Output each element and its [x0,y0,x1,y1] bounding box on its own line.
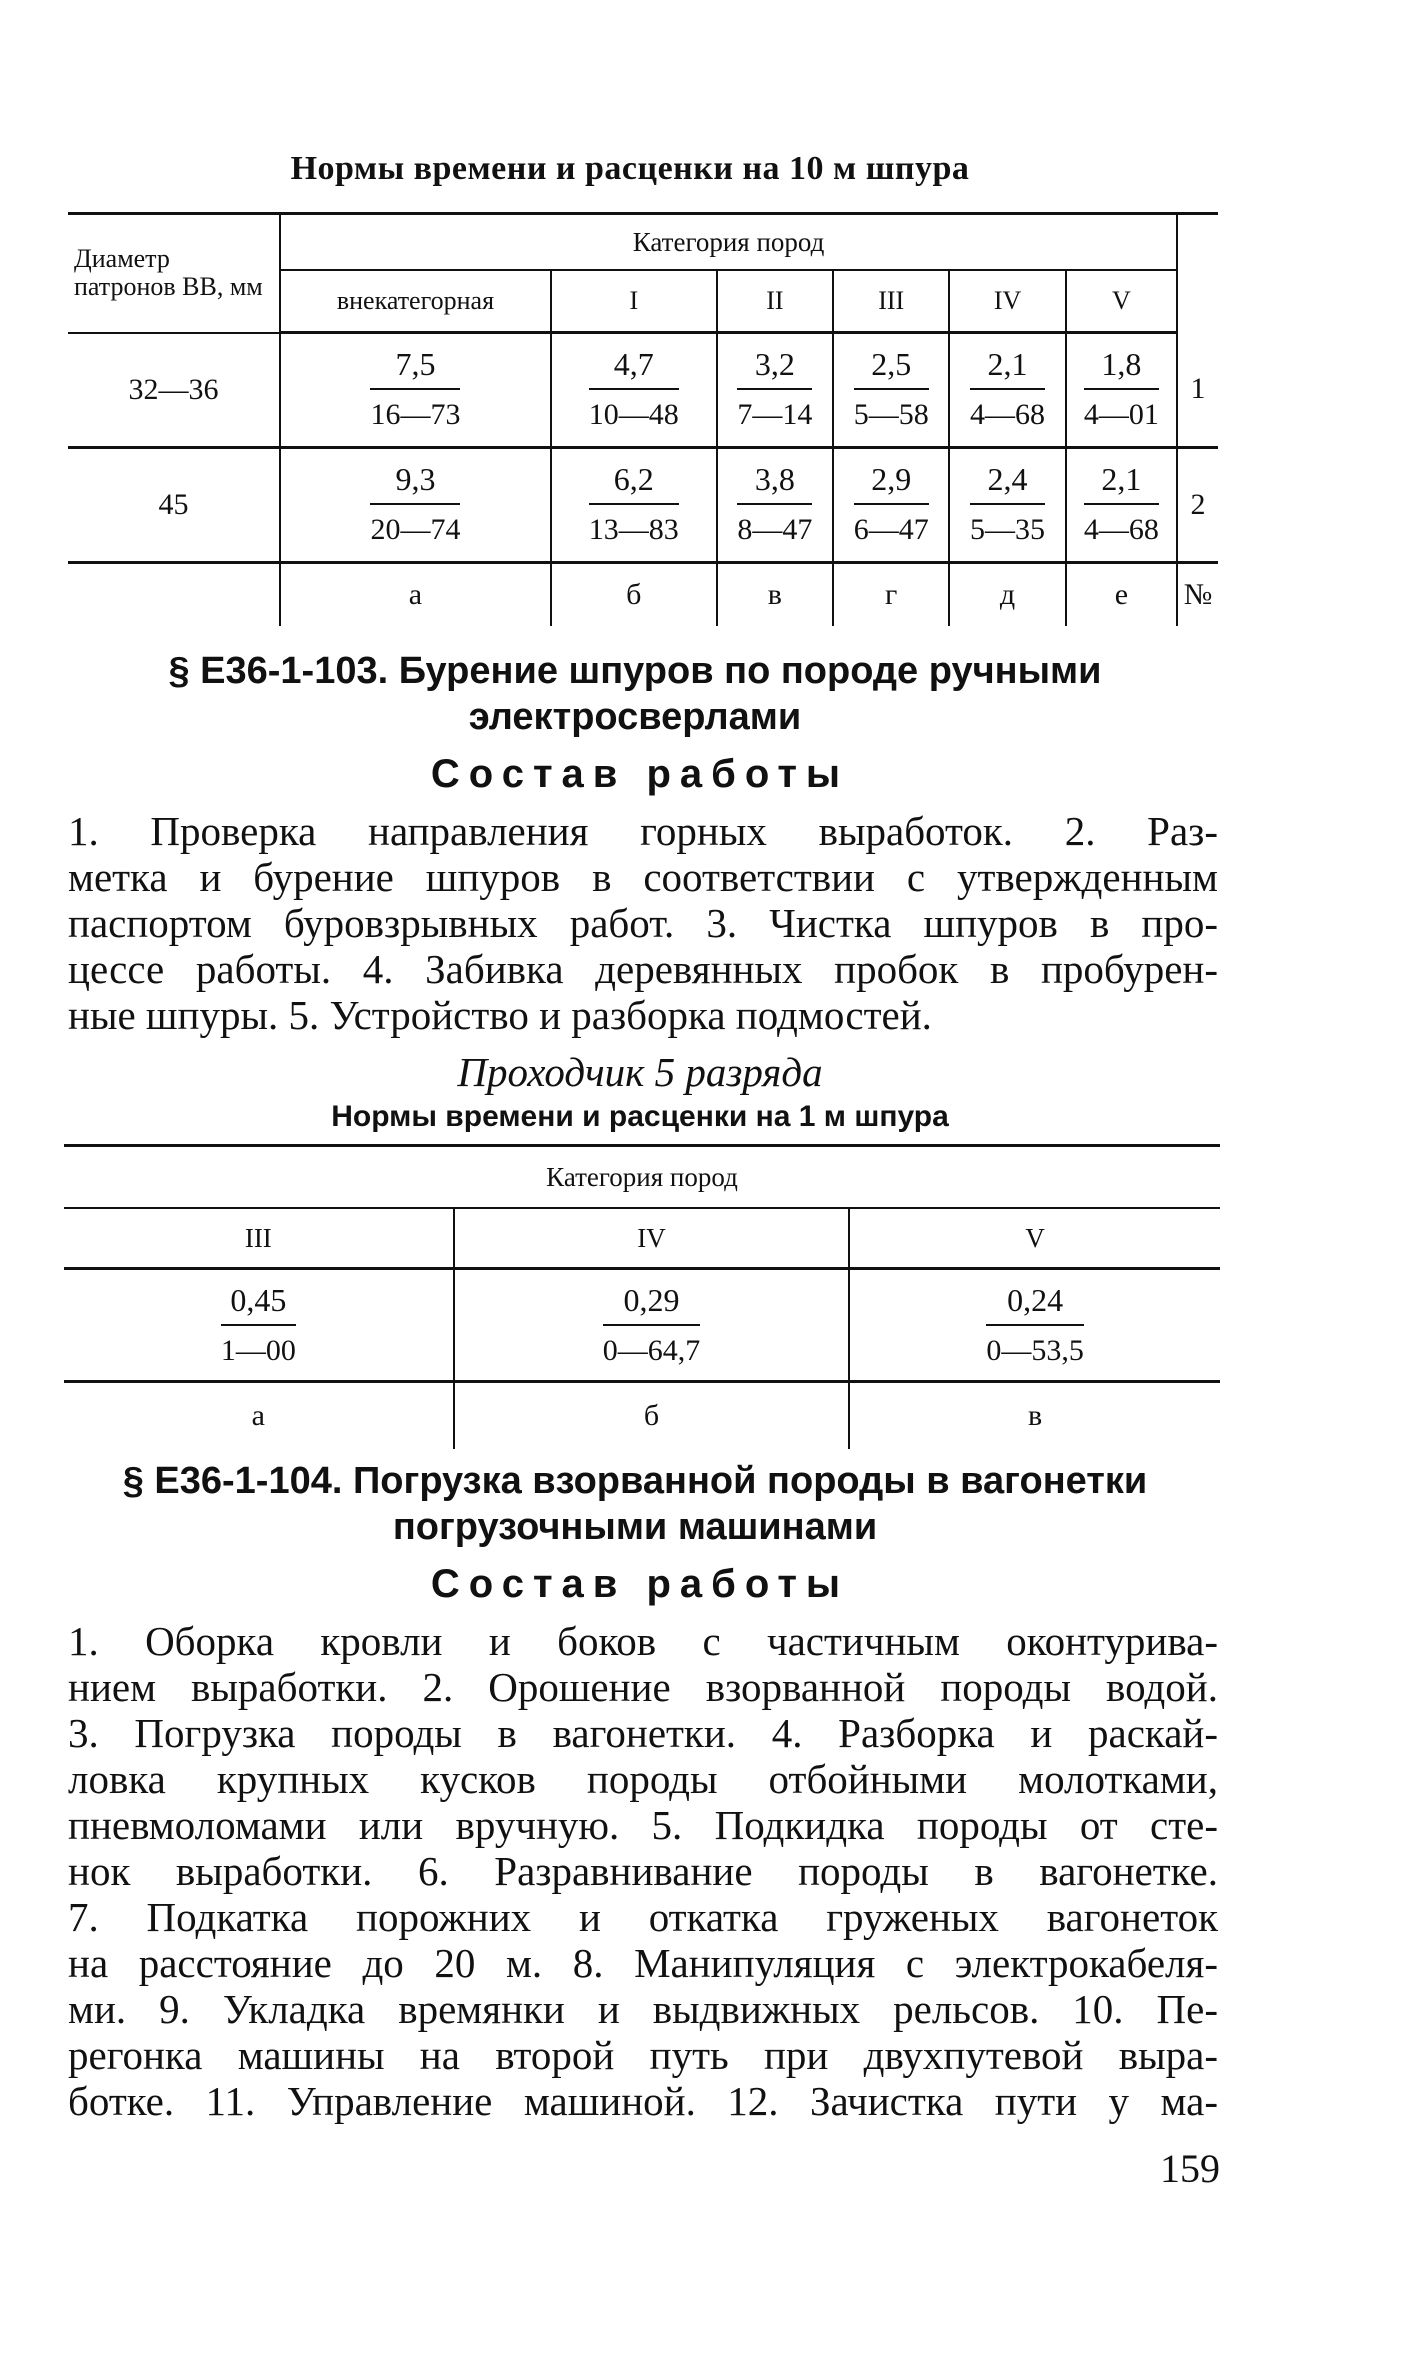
price-rate: 0—64,7 [602,1334,701,1367]
price-rate: 7—14 [737,397,813,431]
time-norm: 0,24 [986,1284,1084,1326]
category-subheader: I [551,270,717,333]
time-norm: 3,8 [737,463,812,505]
time-norm: 1,8 [1084,348,1159,390]
text-line: 1. Проверка направления горных выработок. 2. Раз- [68,808,1218,854]
category-subheader: V [849,1208,1220,1269]
section-103-title-line2: электросверлами [468,696,802,738]
category-header: Категория пород [280,214,1177,271]
norm-cell [717,448,833,563]
column-letter: в [849,1382,1220,1450]
column-letters-row [68,563,1218,627]
norm-cell [849,1269,1220,1382]
category-subheader: IV [454,1208,850,1269]
text-line: регонка машины на второй путь при двухпутевой выра- [68,2032,1218,2078]
column-letter: д [949,563,1065,627]
section-103-title [60,648,1210,740]
category-subheader: II [717,270,833,333]
section-103-text [68,808,1218,1038]
page-number: 159 [1160,2146,1220,2191]
text-line: ные шпуры. 5. Устройство и разборка подмостей. [68,992,932,1038]
price-rate: 8—47 [737,512,813,546]
text-line: ловка крупных кусков породы отбойными молотками, [68,1756,1218,1802]
norm-cell [551,448,717,563]
text-line: цессе работы. 4. Забивка деревянных пробок в пробурен- [68,946,1218,992]
no-column-header [1177,214,1218,333]
category-subheader: внекатегорная [280,270,551,333]
section-103-title-line1: § Е36-1-103. Бурение шпуров по породе ручными [168,650,1102,692]
text-line: 1. Оборка кровли и боков с частичным оконтурива- [68,1618,1218,1664]
norm-cell [833,333,949,448]
time-norm: 2,1 [1084,463,1159,505]
row-number: 2 [1177,448,1218,563]
category-subheader: IV [949,270,1065,333]
norm-cell [949,448,1065,563]
norm-cell [1066,333,1177,448]
price-rate: 6—47 [853,512,929,546]
text-line: ботке. 11. Управление машиной. 12. Зачистка пути у ма- [68,2078,1218,2124]
price-rate: 1—00 [220,1334,296,1367]
norm-cell [833,448,949,563]
text-line: нок выработки. 6. Разравнивание породы в вагонетке. [68,1848,1218,1894]
column-letter: б [454,1382,850,1450]
price-rate: 4—68 [1083,512,1159,546]
norm-cell [717,333,833,448]
time-norm: 3,2 [737,348,812,390]
text-line: на расстояние до 20 м. 8. Манипуляция с электрокабеля- [68,1940,1218,1986]
price-rate: 10—48 [588,397,679,431]
time-norm: 2,4 [970,463,1045,505]
time-norm: 2,9 [854,463,929,505]
text-line: 3. Погрузка породы в вагонетки. 4. Разборка и раскай- [68,1710,1218,1756]
text-line: паспортом буровзрывных работ. 3. Чистка шпуров в про- [68,900,1218,946]
diameter-cell: 32—36 [68,333,280,448]
norm-cell [280,333,551,448]
no-label: № [1177,563,1218,627]
time-norm: 0,45 [221,1284,296,1326]
column-letter-blank [68,563,280,627]
norm-cell [280,448,551,563]
text-line: метка и бурение шпуров в соответствии с утвержденным [68,854,1218,900]
price-rate: 16—73 [370,397,461,431]
section-104-text [68,1618,1218,2124]
time-norm: 2,5 [854,348,929,390]
text-line: ми. 9. Укладка времянки и выдвижных рельсов. 10. Пе- [68,1986,1218,2032]
section-104-title-line1: § Е36-1-104. Погрузка взорванной породы в вагонетки [122,1460,1148,1502]
text-line: 7. Подкатка порожних и откатка груженых вагонеток [68,1894,1218,1940]
price-rate: 0—53,5 [986,1334,1084,1367]
category-header: Категория пород [64,1146,1220,1209]
section-104-title [60,1458,1210,1550]
norms-table-10m [68,212,1218,626]
time-norm: 0,29 [603,1284,701,1326]
time-norm: 4,7 [589,348,679,390]
table1-caption: Нормы времени и расценки на 10 м шпура [290,150,970,187]
price-rate: 20—74 [370,512,461,546]
column-letter: б [551,563,717,627]
price-rate: 13—83 [588,512,679,546]
row-number: 1 [1177,333,1218,448]
diameter-header: Диаметр патронов ВВ, мм [68,214,280,333]
category-subheader: III [833,270,949,333]
price-rate: 5—58 [853,397,929,431]
section-104-title-line2: погрузочными машинами [392,1506,878,1548]
column-letter: в [717,563,833,627]
column-letter: г [833,563,949,627]
category-subheader: III [64,1208,454,1269]
norm-cell [1066,448,1177,563]
section-104-composition-title: Состав работы [430,1562,850,1606]
time-norm: 6,2 [589,463,679,505]
price-rate: 4—01 [1083,397,1159,431]
diameter-cell: 45 [68,448,280,563]
norm-cell [64,1269,454,1382]
time-norm: 7,5 [370,348,460,390]
norm-cell [949,333,1065,448]
norm-cell [454,1269,850,1382]
text-line: пневмоломами или вручную. 5. Подкидка породы от сте- [68,1802,1218,1848]
table-row [64,1269,1220,1382]
table-row [68,333,1218,448]
table2-caption: Нормы времени и расценки на 1 м шпура [331,1100,949,1133]
column-letters-row [64,1382,1220,1450]
table-row [68,448,1218,563]
price-rate: 4—68 [970,397,1046,431]
column-letter: е [1066,563,1177,627]
time-norm: 2,1 [970,348,1045,390]
time-norm: 9,3 [370,463,460,505]
column-letter: а [408,578,423,611]
norm-cell [551,333,717,448]
section-103-composition-title: Состав работы [430,752,850,796]
norms-table-1m [64,1144,1220,1449]
worker-grade: Проходчик 5 разряда [457,1049,823,1095]
category-subheader: V [1066,270,1177,333]
column-letter: а [251,1399,265,1432]
price-rate: 5—35 [970,512,1046,546]
text-line: нием выработки. 2. Орошение взорванной породы водой. [68,1664,1218,1710]
